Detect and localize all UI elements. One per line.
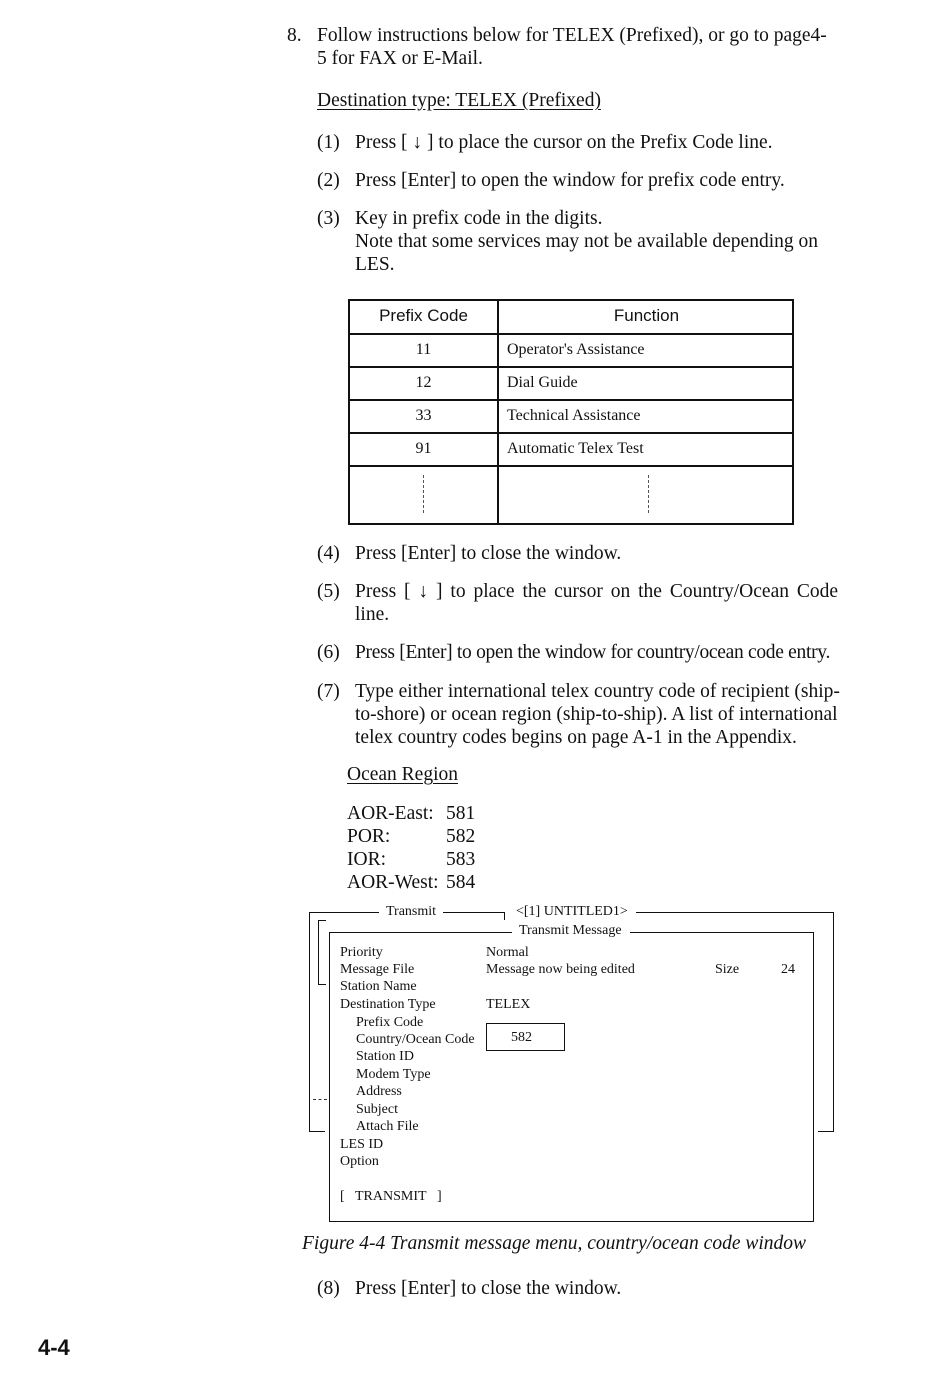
ocean-region-name: IOR: bbox=[347, 849, 386, 870]
field-label-station-id: Station ID bbox=[356, 1049, 414, 1064]
field-value-priority: Normal bbox=[486, 945, 529, 960]
substep-6-number: (6) bbox=[317, 642, 340, 663]
ocean-region-code: 583 bbox=[446, 849, 476, 870]
country-ocean-code-value: 582 bbox=[511, 1030, 532, 1045]
substep-6-text: Press [Enter] to open the window for country/ocean code entry. bbox=[355, 642, 831, 663]
substep-4-text: Press [Enter] to close the window. bbox=[355, 543, 622, 564]
transmit-message-title: Transmit Message bbox=[519, 923, 622, 938]
field-label-attach-file: Attach File bbox=[356, 1119, 419, 1134]
field-label-prefix-code: Prefix Code bbox=[356, 1015, 424, 1030]
step-8-line-2: 5 for FAX or E-Mail. bbox=[317, 48, 483, 69]
ocean-region-heading: Ocean Region bbox=[347, 764, 459, 785]
continuation-dashes bbox=[423, 475, 424, 513]
field-value-message-file: Message now being edited bbox=[486, 962, 635, 977]
field-label-les-id: LES ID bbox=[340, 1137, 384, 1152]
field-label-destination-type: Destination Type bbox=[340, 997, 436, 1012]
destination-type-heading: Destination type: TELEX (Prefixed) bbox=[317, 90, 601, 111]
substep-3-line-1: Key in prefix code in the digits. bbox=[355, 208, 603, 229]
substep-2-text: Press [Enter] to open the window for prefix code entry. bbox=[355, 170, 785, 191]
field-value-destination-type: TELEX bbox=[486, 997, 531, 1012]
substep-1-number: (1) bbox=[317, 132, 340, 153]
table-row-function: Automatic Telex Test bbox=[507, 440, 644, 457]
field-label-station-name: Station Name bbox=[340, 979, 417, 994]
field-label-option: Option bbox=[340, 1154, 379, 1169]
continuation-dashes bbox=[648, 475, 649, 513]
field-label-modem-type: Modem Type bbox=[356, 1067, 431, 1082]
ocean-region-name: AOR-West: bbox=[347, 872, 439, 893]
substep-7-line-2: to-shore) or ocean region (ship-to-ship). A list of international bbox=[355, 704, 838, 725]
field-label-priority: Priority bbox=[340, 945, 383, 960]
ocean-region-code: 581 bbox=[446, 803, 476, 824]
substep-1-text: Press [ ↓ ] to place the cursor on the Prefix Code line. bbox=[355, 132, 773, 153]
substep-7-line-3: telex country codes begins on page A-1 in the Appendix. bbox=[355, 727, 797, 748]
substep-3-number: (3) bbox=[317, 208, 340, 229]
table-row-code: 12 bbox=[415, 374, 432, 391]
substep-7-line-1: Type either international telex country code of recipient (ship- bbox=[355, 681, 840, 702]
table-row-code: 91 bbox=[415, 440, 432, 457]
table-row-function: Dial Guide bbox=[507, 374, 578, 391]
substep-2-number: (2) bbox=[317, 170, 340, 191]
table-row-function: Operator's Assistance bbox=[507, 341, 645, 358]
header-prefix-code: Prefix Code bbox=[379, 306, 468, 325]
table-row-code: 11 bbox=[415, 341, 432, 358]
field-label-subject: Subject bbox=[356, 1102, 398, 1117]
substep-8-number: (8) bbox=[317, 1278, 340, 1299]
transmit-bracket-open: [ bbox=[340, 1189, 345, 1204]
field-label-message-file: Message File bbox=[340, 962, 415, 977]
substep-8-text: Press [Enter] to close the window. bbox=[355, 1278, 622, 1299]
prefix-code-table bbox=[348, 299, 794, 525]
document-title: <[1] UNTITLED1> bbox=[516, 904, 628, 919]
page-number: 4-4 bbox=[38, 1335, 70, 1360]
substep-7-number: (7) bbox=[317, 681, 340, 702]
figure-caption: Figure 4-4 Transmit message menu, country/ocean code window bbox=[302, 1233, 807, 1254]
substep-5-number: (5) bbox=[317, 581, 340, 602]
country-ocean-code-input[interactable] bbox=[486, 1023, 565, 1051]
size-value: 24 bbox=[781, 962, 795, 977]
table-row-code: 33 bbox=[415, 407, 432, 424]
header-function: Function bbox=[613, 306, 680, 325]
substep-4-number: (4) bbox=[317, 543, 340, 564]
transmit-button-label: TRANSMIT bbox=[355, 1189, 427, 1204]
ocean-region-name: AOR-East: bbox=[347, 803, 434, 824]
table-row-function: Technical Assistance bbox=[507, 407, 641, 424]
substep-3-line-2: Note that some services may not be available depending on bbox=[355, 231, 818, 252]
substep-5-line-2: line. bbox=[355, 604, 390, 625]
ocean-region-name: POR: bbox=[347, 826, 391, 847]
field-label-address: Address bbox=[356, 1084, 402, 1099]
ocean-region-code: 582 bbox=[446, 826, 476, 847]
field-label-country-ocean-code: Country/Ocean Code bbox=[356, 1032, 475, 1047]
step-8-line-1: Follow instructions below for TELEX (Prefixed), or go to page4- bbox=[317, 25, 827, 46]
transmit-bracket-close: ] bbox=[437, 1189, 442, 1204]
substep-3-line-3: LES. bbox=[355, 254, 395, 275]
substep-5-line-1: Press [ ↓ ] to place the cursor on the Country/Ocean Code bbox=[355, 581, 839, 602]
size-label: Size bbox=[715, 962, 740, 977]
transmit-menu-title: Transmit bbox=[386, 904, 437, 919]
step-8-number: 8. bbox=[287, 25, 302, 46]
ocean-region-code: 584 bbox=[446, 872, 476, 893]
